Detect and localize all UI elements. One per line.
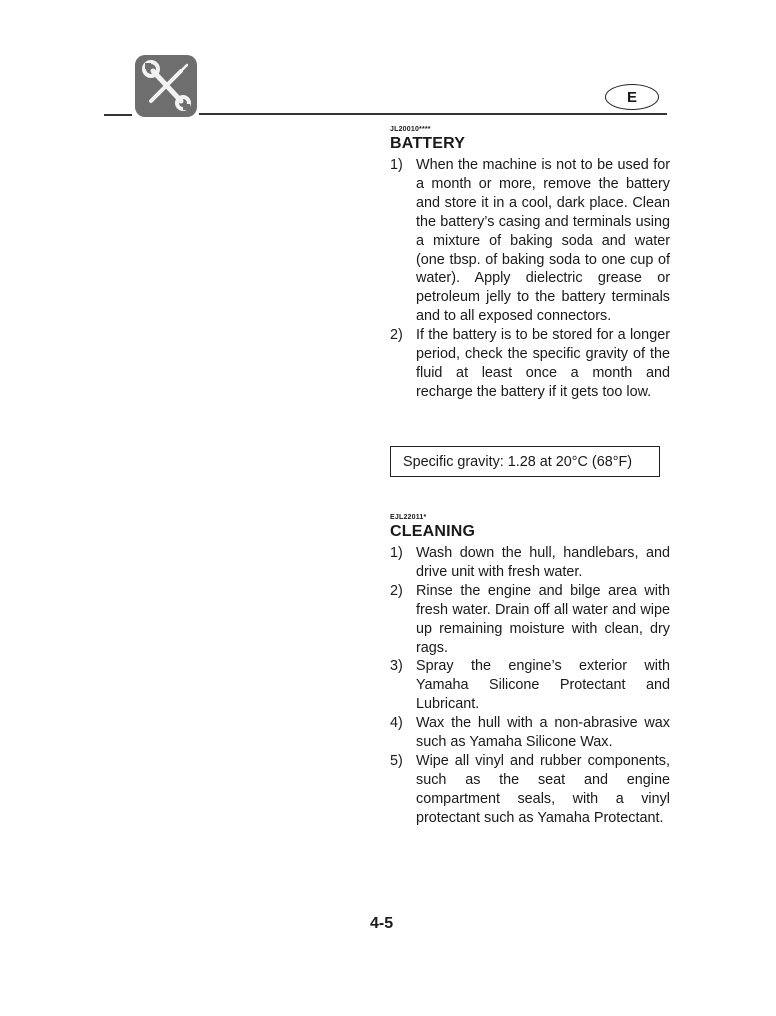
- item-text: If the battery is to be stored for a longer period, check the specific gravity of the fluid at least once a month and recharge the battery if it gets too low.: [416, 327, 670, 400]
- item-number: 2): [390, 327, 403, 344]
- cleaning-code: EJL22011*: [390, 514, 427, 521]
- item-text: Spray the engine’s exterior with Yamaha Silicone Protectant and Lubricant.: [416, 658, 670, 713]
- item-text: Wash down the hull, handlebars, and drive unit with fresh water.: [416, 545, 670, 580]
- item-number: 5): [390, 752, 403, 769]
- list-item: [390, 326, 670, 402]
- battery-code: JL20010****: [390, 126, 431, 133]
- header-rule-left: [104, 114, 132, 116]
- battery-title: BATTERY: [390, 135, 466, 152]
- page-number: 4-5: [370, 915, 394, 932]
- list-item: [390, 156, 670, 326]
- item-number: 2): [390, 582, 403, 599]
- language-badge: E: [605, 84, 659, 110]
- tools-icon: [135, 55, 197, 117]
- battery-section: [390, 126, 670, 402]
- item-number: 3): [390, 658, 403, 675]
- list-item: [390, 544, 670, 582]
- header-rule-right: [199, 113, 667, 115]
- list-item: [390, 657, 670, 714]
- list-item: [390, 752, 670, 828]
- item-number: 1): [390, 545, 403, 561]
- specific-gravity-box: Specific gravity: 1.28 at 20°C (68°F): [390, 446, 660, 477]
- cleaning-title: CLEANING: [390, 523, 476, 540]
- item-text: Wax the hull with a non-abrasive wax such as Yamaha Silicone Wax.: [416, 715, 670, 751]
- item-text: Wipe all vinyl and rubber components, such as the seat and engine compartment seals, with a vinyl protectant such as Yamaha Protectant.: [416, 752, 670, 826]
- item-text: Rinse the engine and bilge area with fresh water. Drain off all water and wipe up remaining moisture with clean, dry rags.: [416, 582, 670, 656]
- list-item: [390, 582, 670, 658]
- item-text: When the machine is not to be used for a month or more, remove the battery and store it in a cool, dark place. Clean the battery’s casing and terminals using a mixture of baking soda and water (one tbsp. of baking soda to one cup of water). Apply dielectric grease or petroleum jelly to the battery terminals and to all exposed connectors.: [416, 157, 670, 325]
- item-number: 1): [390, 157, 403, 173]
- item-number: 4): [390, 715, 403, 732]
- list-item: [390, 714, 670, 752]
- cleaning-section: [390, 514, 670, 828]
